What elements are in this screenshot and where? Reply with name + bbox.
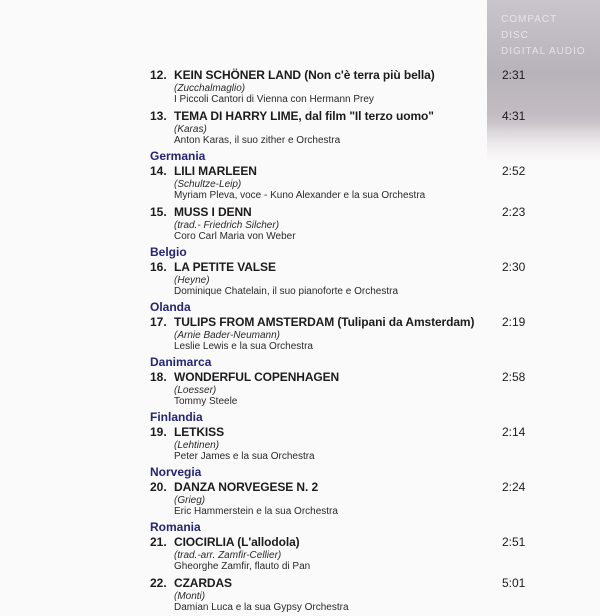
track-duration: 4:31 bbox=[502, 109, 526, 123]
track-title-row bbox=[150, 534, 550, 550]
track-entry bbox=[150, 163, 550, 202]
track-number: 16. bbox=[150, 260, 167, 274]
track-title-row bbox=[150, 314, 550, 330]
country-heading: Norvegia bbox=[150, 465, 202, 479]
track-composer: (Schultze-Leip) bbox=[174, 179, 242, 190]
track-composer: (trad.- Friedrich Silcher) bbox=[174, 220, 280, 231]
track-duration: 2:58 bbox=[502, 370, 526, 384]
track-composer: (Arnie Bader-Neumann) bbox=[174, 330, 280, 341]
track-performer: Tommy Steele bbox=[174, 396, 238, 407]
country-heading: Germania bbox=[150, 149, 206, 163]
track-composer: (Grieg) bbox=[174, 495, 206, 506]
country-heading: Romania bbox=[150, 520, 201, 534]
track-duration: 2:14 bbox=[502, 425, 526, 439]
track-duration: 2:31 bbox=[502, 68, 526, 82]
track-performer: Peter James e la sua Orchestra bbox=[174, 451, 315, 462]
track-title: KEIN SCHÖNER LAND (Non c'è terra più bella) bbox=[174, 68, 435, 82]
track-title-row bbox=[150, 479, 550, 495]
track-title: MUSS I DENN bbox=[174, 205, 252, 219]
track-title-row bbox=[150, 204, 550, 220]
track-title-row bbox=[150, 369, 550, 385]
track-performer: Damian Luca e la sua Gypsy Orchestra bbox=[174, 602, 349, 613]
track-title-row bbox=[150, 163, 550, 179]
track-number: 19. bbox=[150, 425, 167, 439]
track-composer: (Monti) bbox=[174, 591, 206, 602]
track-entry bbox=[150, 67, 550, 106]
track-duration: 2:23 bbox=[502, 205, 526, 219]
track-duration: 2:19 bbox=[502, 315, 526, 329]
track-number: 13. bbox=[150, 109, 167, 123]
track-composer: (Loesser) bbox=[174, 385, 217, 396]
country-heading: Olanda bbox=[150, 300, 191, 314]
corner-line: DISC bbox=[501, 30, 529, 41]
track-title: CIOCIRLIA (L'allodola) bbox=[174, 535, 300, 549]
track-title: TULIPS FROM AMSTERDAM (Tulipani da Amsterdam) bbox=[174, 315, 475, 329]
track-composer: (Zucchalmaglio) bbox=[174, 83, 246, 94]
track-title: LILI MARLEEN bbox=[174, 164, 257, 178]
track-entry bbox=[150, 314, 550, 353]
track-title: DANZA NORVEGESE N. 2 bbox=[174, 480, 319, 494]
track-title-row bbox=[150, 575, 550, 591]
country-heading: Danimarca bbox=[150, 355, 212, 369]
track-performer: Anton Karas, il suo zither e Orchestra bbox=[174, 135, 341, 146]
track-composer: (Karas) bbox=[174, 124, 207, 135]
track-list bbox=[150, 67, 550, 616]
track-composer: (trad.-arr. Zamfir-Cellier) bbox=[174, 550, 282, 561]
track-entry bbox=[150, 534, 550, 573]
track-entry bbox=[150, 108, 550, 147]
track-number: 22. bbox=[150, 576, 167, 590]
track-performer: Myriam Pleva, voce - Kuno Alexander e la sua Orchestra bbox=[174, 190, 426, 201]
track-duration: 2:51 bbox=[502, 535, 526, 549]
track-number: 17. bbox=[150, 315, 167, 329]
track-number: 20. bbox=[150, 480, 167, 494]
track-title-row bbox=[150, 108, 550, 124]
track-performer: I Piccoli Cantori di Vienna con Hermann Prey bbox=[174, 94, 374, 105]
corner-disc-logo-text bbox=[501, 12, 586, 60]
track-performer: Leslie Lewis e la sua Orchestra bbox=[174, 341, 313, 352]
track-title-row bbox=[150, 259, 550, 275]
country-heading: Finlandia bbox=[150, 410, 203, 424]
track-entry bbox=[150, 204, 550, 243]
track-entry bbox=[150, 424, 550, 463]
track-composer: (Heyne) bbox=[174, 275, 210, 286]
track-entry bbox=[150, 369, 550, 408]
track-title: TEMA DI HARRY LIME, dal film "Il terzo uomo" bbox=[174, 109, 434, 123]
corner-line: DIGITAL AUDIO bbox=[501, 46, 586, 57]
track-title-row bbox=[150, 424, 550, 440]
corner-line: COMPACT bbox=[501, 14, 558, 25]
track-number: 21. bbox=[150, 535, 167, 549]
track-performer: Eric Hammerstein e la sua Orchestra bbox=[174, 506, 338, 517]
track-duration: 2:30 bbox=[502, 260, 526, 274]
track-title: CZARDAS bbox=[174, 576, 232, 590]
track-number: 15. bbox=[150, 205, 167, 219]
track-composer: (Lehtinen) bbox=[174, 440, 220, 451]
track-number: 18. bbox=[150, 370, 167, 384]
track-duration: 2:24 bbox=[502, 480, 526, 494]
track-entry bbox=[150, 479, 550, 518]
track-duration: 5:01 bbox=[502, 576, 526, 590]
country-heading: Belgio bbox=[150, 245, 187, 259]
track-number: 14. bbox=[150, 164, 167, 178]
track-entry bbox=[150, 259, 550, 298]
track-title: LA PETITE VALSE bbox=[174, 260, 276, 274]
track-duration: 2:52 bbox=[502, 164, 526, 178]
track-title: WONDERFUL COPENHAGEN bbox=[174, 370, 340, 384]
track-performer: Dominique Chatelain, il suo pianoforte e Orchestra bbox=[174, 286, 399, 297]
track-entry bbox=[150, 575, 550, 614]
track-title-row bbox=[150, 67, 550, 83]
track-performer: Coro Carl Maria von Weber bbox=[174, 231, 296, 242]
track-number: 12. bbox=[150, 68, 167, 82]
track-title: LETKISS bbox=[174, 425, 224, 439]
track-performer: Gheorghe Zamfir, flauto di Pan bbox=[174, 561, 311, 572]
